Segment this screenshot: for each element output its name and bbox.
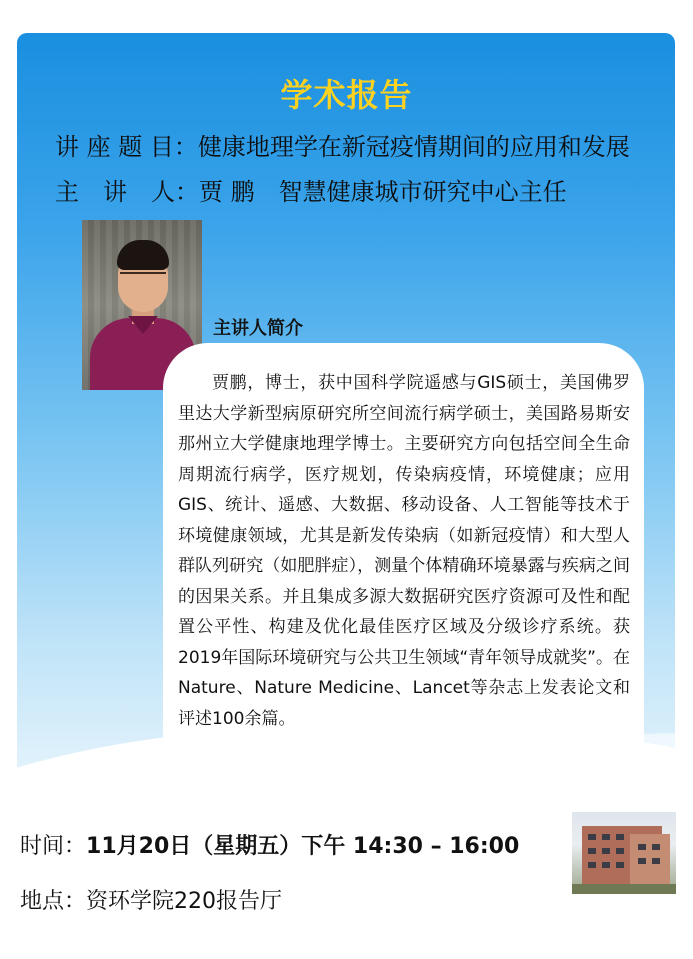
time-line bbox=[20, 829, 519, 860]
time-value: 11月20日（星期五）下午 14:30 – 16:00 bbox=[86, 834, 520, 859]
place-label: 地点： bbox=[20, 889, 87, 914]
bio-heading: 主讲人简介 bbox=[213, 318, 303, 339]
time-label: 时间： bbox=[20, 834, 87, 859]
bio-text: 贾鹏，博士，获中国科学院遥感与GIS硕士，美国佛罗里达大学新型病原研究所空间流行病学硕士，美国路易斯安那州立大学健康地理学博士。主要研究方向包括空间全生命周期流行病学，医疗规划，传染病疫情，环境健康；应用GIS、统计、遥感、大数据、移动设备、人工智能等技术于环境健康领域，尤其是新发传染病（如新冠疫情）和大型人群队列研究（如肥胖症），测量个体精确环境暴露与疾病之间的因果关系。并且集成多源大数据研究医疗资源可及性和配置公平性、构建及优化最佳医疗区域及分级诊疗系统。获2019年国际环境研究与公共卫生领域“青年领导成就奖”。在Nature、Nature Medicine、Lancet等杂志上发表论文和评述100余篇。 bbox=[178, 373, 630, 729]
speaker-label: 主 讲 人： bbox=[55, 178, 199, 206]
place-line bbox=[20, 884, 282, 915]
speaker-line bbox=[55, 172, 567, 207]
page-title: 学术报告 bbox=[280, 76, 413, 114]
place-value: 资环学院220报告厅 bbox=[86, 889, 283, 914]
speaker-text: 贾 鹏 智慧健康城市研究中心主任 bbox=[199, 178, 567, 206]
building-photo bbox=[572, 812, 676, 894]
topic-text: 健康地理学在新冠疫情期间的应用和发展 bbox=[197, 133, 630, 161]
lecture-topic-line bbox=[55, 127, 630, 162]
topic-label: 讲 座 题 目： bbox=[55, 133, 198, 161]
